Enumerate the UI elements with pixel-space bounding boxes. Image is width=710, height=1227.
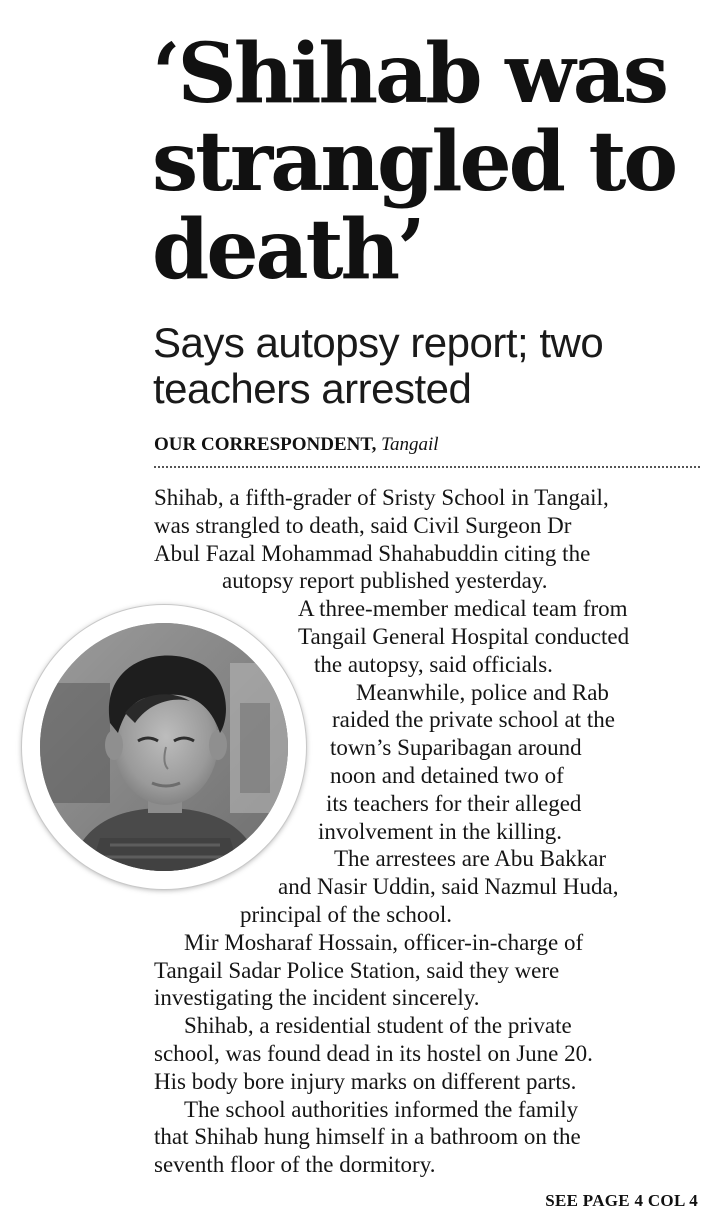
byline <box>154 433 439 457</box>
body-line: Tangail Sadar Police Station, said they were <box>154 957 560 983</box>
subheadline-line: Says autopsy report; two <box>153 319 604 366</box>
body-line: Abul Fazal Mohammad Shahabuddin citing the <box>154 540 591 566</box>
body-line: The school authorities informed the family <box>184 1096 579 1122</box>
body-line: Tangail General Hospital conducted <box>298 623 630 649</box>
body-line: principal of the school. <box>240 901 453 927</box>
body-line: A three-member medical team from <box>298 596 628 622</box>
dotted-divider <box>154 466 700 468</box>
headline <box>152 26 708 298</box>
body-line: noon and detained two of <box>330 762 564 788</box>
body-line: involvement in the killing. <box>318 818 563 844</box>
subheadline-line: teachers arrested <box>153 365 472 412</box>
body-line: The arrestees are Abu Bakkar <box>334 846 607 872</box>
body-line: was strangled to death, said Civil Surgeon Dr <box>154 512 572 538</box>
continued-on-page-link[interactable]: SEE PAGE 4 COL 4 <box>545 1191 698 1210</box>
headline-line: strangled to <box>152 114 676 210</box>
subheadline <box>153 320 709 412</box>
body-line: town’s Suparibagan around <box>330 735 582 761</box>
byline-author: OUR CORRESPONDENT, <box>154 434 377 455</box>
body-line: autopsy report published yesterday. <box>222 568 548 594</box>
body-line: its teachers for their alleged <box>326 790 582 816</box>
body-line: Shihab, a residential student of the private <box>184 1013 572 1039</box>
byline-location: Tangail <box>381 434 439 455</box>
body-line: Shihab, a fifth-grader of Sristy School in Tangail, <box>154 485 609 510</box>
body-line: Meanwhile, police and Rab <box>356 679 609 705</box>
body-line: and Nasir Uddin, said Nazmul Huda, <box>278 874 619 900</box>
body-line: His body bore injury marks on different parts. <box>154 1068 577 1094</box>
body-line: the autopsy, said officials. <box>314 651 553 677</box>
body-line: raided the private school at the <box>332 707 615 733</box>
body-line: school, was found dead in its hostel on June 20. <box>154 1040 593 1066</box>
body-line: Mir Mosharaf Hossain, officer-in-charge of <box>184 929 584 955</box>
body-line: seventh floor of the dormitory. <box>154 1152 436 1178</box>
headline-line: ‘Shihab was <box>152 26 667 122</box>
body-line: investigating the incident sincerely. <box>154 985 480 1011</box>
headline-line: death’ <box>152 202 423 298</box>
article-body <box>0 484 710 1179</box>
body-line: that Shihab hung himself in a bathroom on the <box>154 1124 581 1150</box>
